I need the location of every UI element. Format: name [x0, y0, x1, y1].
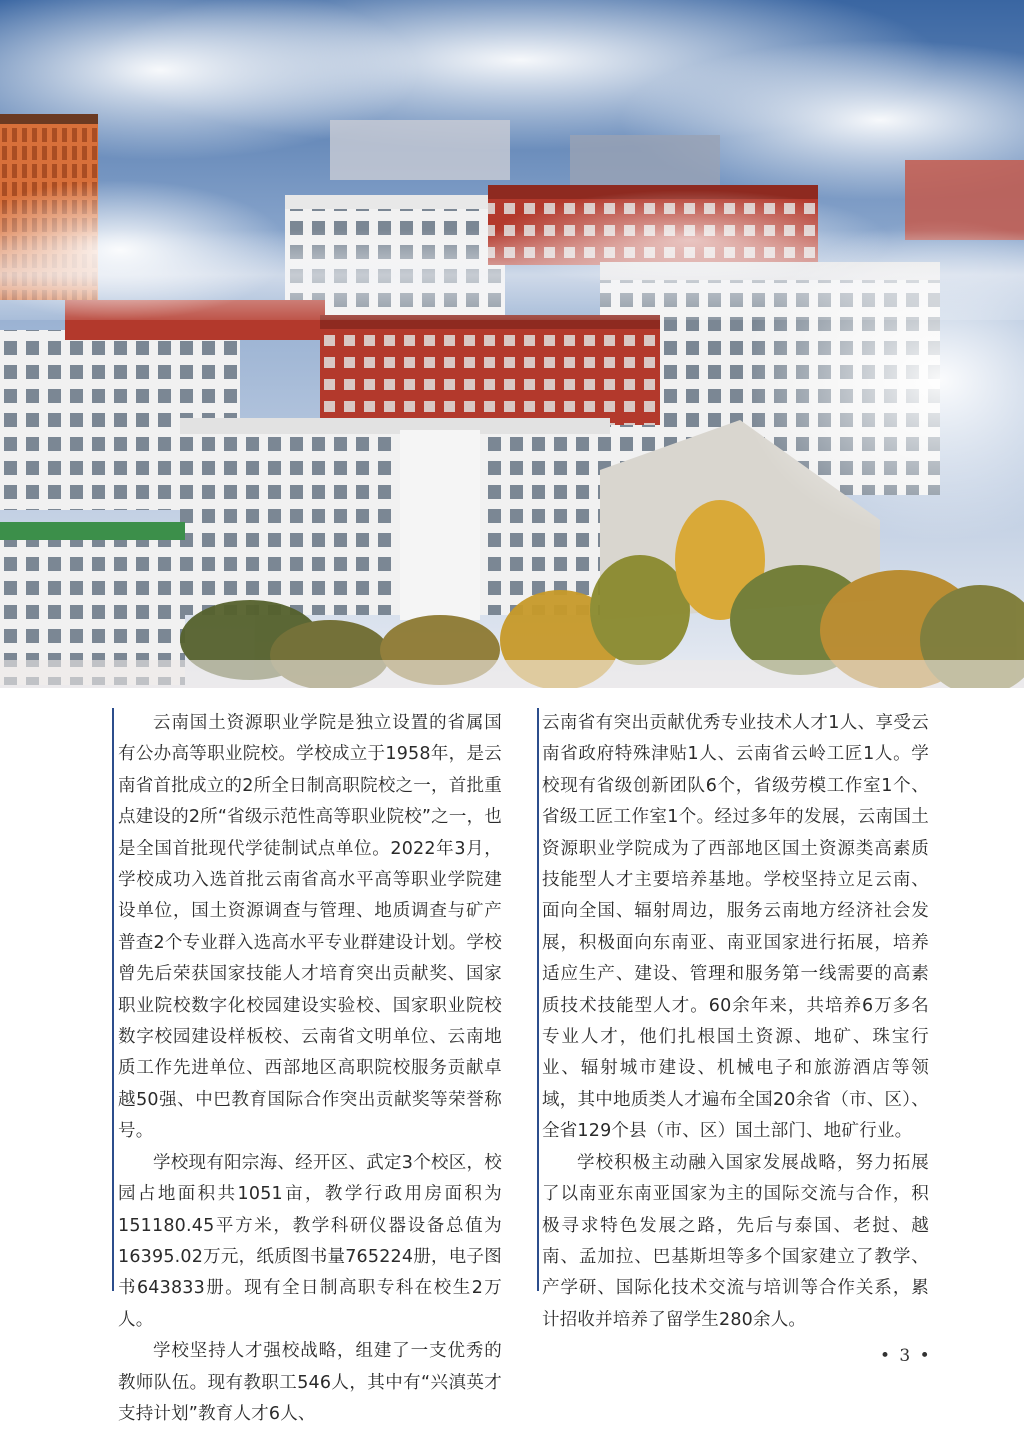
campus-photo-illustration — [0, 0, 1024, 688]
column-rule — [537, 708, 539, 1291]
left-text-column — [112, 708, 502, 1424]
paragraph: 云南国土资源职业学院是独立设置的省属国有公办高等职业院校。学校成立于1958年，是云南省首批成立的2所全日制高职院校之一，首批重点建设的2所“省级示范性高等职业院校”之一，也是全国首批现代学徒制试点单位。2022年3月，学校成功入选首批云南省高水平高等职业学院建设单位，国土资源调查与管理、地质调查与矿产普查2个专业群入选高水平专业群建设计划。学校曾先后荣获国家技能人才培育突出贡献奖、国家职业院校数字化校园建设实验校、国家职业院校数字校园建设样板校、云南省文明单位、云南地质工作先进单位、西部地区高职院校服务贡献卓越50强、中巴教育国际合作突出贡献奖等荣誉称号。 — [118, 713, 502, 1142]
hero-photo — [0, 0, 1024, 688]
page-number: • 3 • — [880, 1346, 932, 1366]
paragraph: 学校坚持人才强校战略，组建了一支优秀的教师队伍。现有教职工546人，其中有“兴滇英才支持计划”教育人才6人、 — [118, 1341, 502, 1424]
paragraph: 学校现有阳宗海、经开区、武定3个校区，校园占地面积共1051亩，教学行政用房面积为151180.45平方米，教学科研仪器设备总值为16395.02万元，纸质图书量765224册，电子图书643833册。现有全日制高职专科在校生2万人。 — [118, 1152, 502, 1330]
paragraph: 云南省有突出贡献优秀专业技术人才1人、享受云南省政府特殊津贴1人、云南省云岭工匠1人。学校现有省级创新团队6个，省级劳模工作室1个、省级工匠工作室1个。经过多年的发展，云南国土资源职业学院成为了西部地区国土资源类高素质技能型人才主要培养基地。学校坚持立足云南、面向全国、辐射周边，服务云南地方经济社会发展，积极面向东南亚、南亚国家进行拓展，培养适应生产、建设、管理和服务第一线需要的高素质技术技能型人才。60余年来，共培养6万多名专业人才，他们扎根国土资源、地矿、珠宝行业、辐射城市建设、机械电子和旅游酒店等领域，其中地质类人才遍布全国20余省（市、区）、全省129个县（市、区）国土部门、地矿行业。 — [542, 713, 929, 1142]
paragraph: 学校积极主动融入国家发展战略，努力拓展了以南亚东南亚国家为主的国际交流与合作，积极寻求特色发展之路，先后与泰国、老挝、越南、孟加拉、巴基斯坦等多个国家建立了教学、产学研、国际化技术交流与培训等合作关系，累计招收并培养了留学生280余人。 — [542, 1152, 929, 1330]
right-text-column — [542, 708, 929, 1336]
